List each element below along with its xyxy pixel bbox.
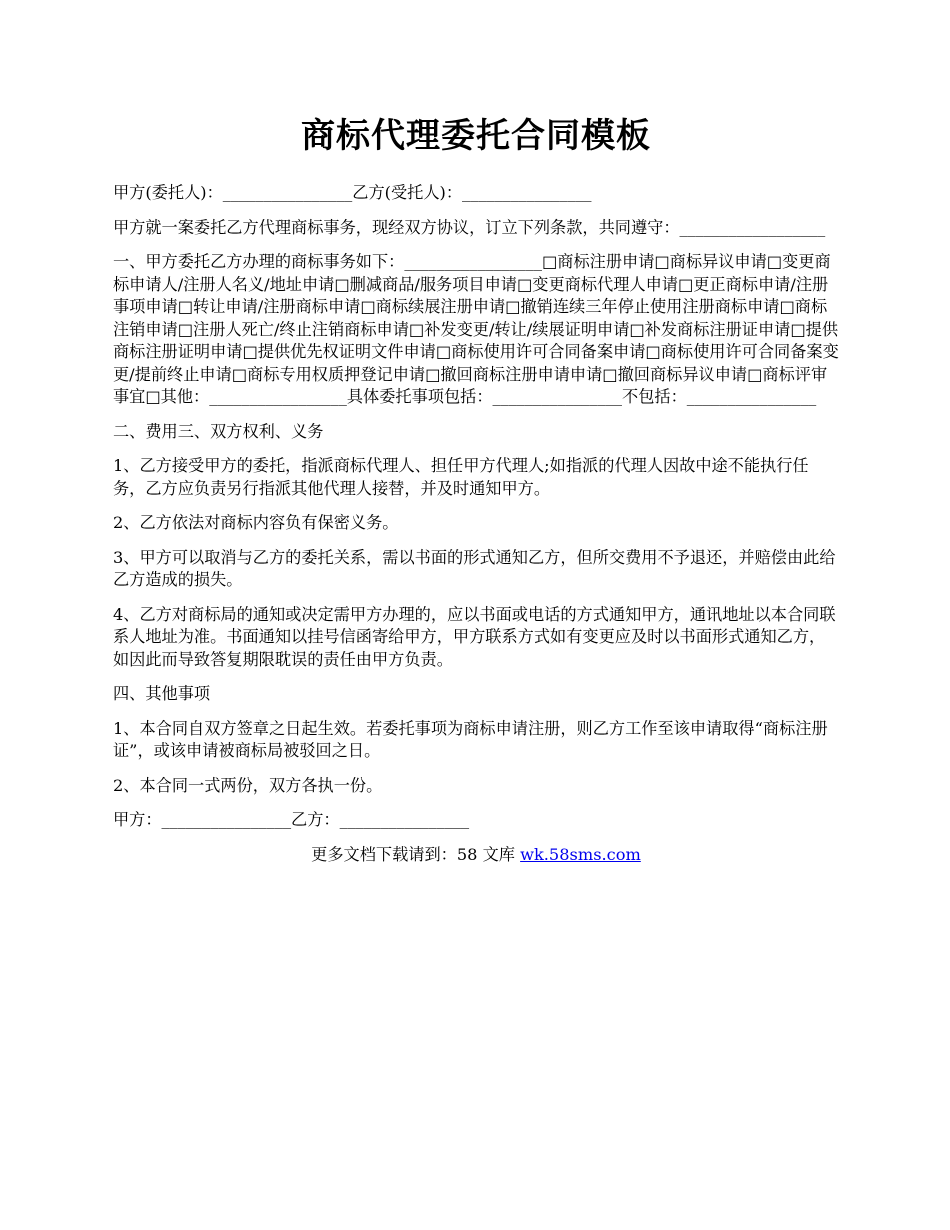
entrusted-matters: 一、甲方委托乙方办理的商标事务如下：_________________□商标注册申请□商标异议申请□变更商标申请人/注册人名义/地址申请□删减商品/服务项目申请□变更商标代理人申请□更正商标申请/注册事项申请□转让申请/注册商标申请□商标续展注册申请□撤销连续三年停止使用注册商标申请□商标注销申请□注册人死亡/终止注销商标申请□补发变更/转让/续展证明申请□补发商标注册证申请□提供商标注册证明申请□提供优先权证明文件申请□商标使用许可合同备案申请□商标使用许可合同备案变更/提前终止申请□商标专用权质押登记申请□撤回商标注册申请申请□撤回商标异议申请□商标评审事宜□其他：_________________具体委托事项包括：________________不包括：________________ [113,252,839,406]
clause-confidentiality: 2、乙方依法对商标内容负有保密义务。 [113,513,399,532]
clause-cancellation: 3、甲方可以取消与乙方的委托关系，需以书面的形式通知乙方，但所交费用不予退还，并赔偿由此给乙方造成的损失。 [113,547,836,589]
section-heading-other: 四、其他事项 [113,684,211,703]
clause-agent-appointment: 1、乙方接受甲方的委托，指派商标代理人、担任甲方代理人;如指派的代理人因故中途不能执行任务，乙方应负责另行指派其他代理人接替，并及时通知甲方。 [113,456,809,498]
section-heading-rights: 二、费用三、双方权利、义务 [113,421,324,441]
signature-line: 甲方：________________乙方：________________ [113,810,470,829]
document-content [113,110,839,866]
footer-link[interactable]: wk.58sms.com [520,844,641,864]
party-line: 甲方(委托人)：________________乙方(受托人)：________________ [113,183,592,202]
clause-notification: 4、乙方对商标局的通知或决定需甲方办理的，应以书面或电话的方式通知甲方，通讯地址以本合同联系人地址为准。书面通知以挂号信函寄给甲方，甲方联系方式如有变更应及时以书面形式通知乙方，如因此而导致答复期限耽误的责任由甲方负责。 [113,604,836,669]
agreement-intro: 甲方就一案委托乙方代理商标事务，现经双方协议，订立下列条款，共同遵守：__________________ [113,217,826,237]
clause-effective-date: 1、本合同自双方签章之日起生效。若委托事项为商标申请注册，则乙方工作至该申请取得“商标注册证”，或该申请被商标局被驳回之日。 [113,718,828,760]
footer-text: 更多文档下载请到：58 文库 [311,844,521,864]
document-title: 商标代理委托合同模板 [301,116,651,156]
download-footer [113,844,839,866]
clause-copies: 2、本合同一式两份，双方各执一份。 [113,775,383,795]
